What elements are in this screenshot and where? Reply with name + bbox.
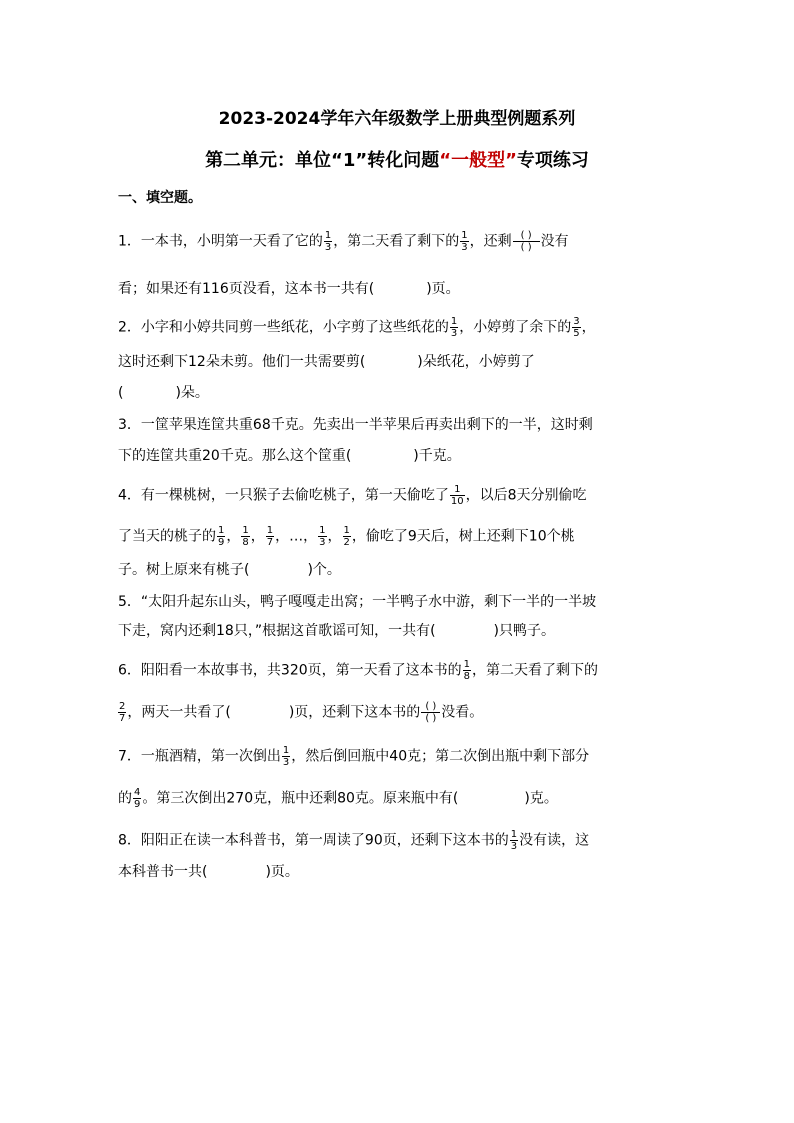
question-text: 。第三次倒出270克，瓶中还剩80克。原来瓶中有(: [142, 790, 459, 807]
question-text: 看；如果还有116页没看，这本书一共有(: [118, 281, 375, 297]
answer-fraction-blank[interactable]: ( ) ( ): [513, 230, 540, 253]
question-text: 4．有一棵桃树，一只猴子去偷吃桃子，第一天偷吃了: [118, 487, 449, 504]
fraction: $\frac{1}{3}$: [450, 316, 458, 339]
question-text: )页，还剩下这本书的: [288, 704, 421, 721]
question-8-line-1: [118, 829, 589, 852]
question-text: 8．阳阳正在读一本科普书，第一周读了90页，还剩下这本书的: [118, 832, 509, 849]
fraction: $\frac{1}{7}$: [266, 525, 274, 548]
fraction: $\frac{1}{9}$: [218, 525, 225, 548]
section-heading: 一、填空题。: [118, 190, 202, 206]
question-5-line-2: [118, 621, 555, 641]
fraction: $\frac{1}{3}$: [461, 230, 468, 253]
question-text: ，: [581, 319, 596, 336]
fraction: $\frac{1}{3}$: [510, 829, 518, 852]
question-5-line-1: [118, 592, 596, 612]
question-text: )只鸭子。: [493, 623, 555, 639]
question-4-line-3: [118, 560, 341, 580]
fraction: $\frac{1}{8}$: [242, 525, 249, 548]
question-text: ，小婷剪了余下的: [459, 319, 572, 336]
fraction: $\frac{1}{10}$: [450, 484, 464, 507]
question-text: )页。: [265, 864, 299, 880]
question-text: ，第二天看了剩下的: [472, 662, 599, 679]
question-text: )克。: [524, 790, 558, 807]
question-text: 没有: [540, 233, 569, 250]
question-text: )千克。: [413, 448, 461, 464]
question-2-line-1: [118, 316, 596, 339]
question-text: 本科普书一共(: [118, 864, 208, 880]
fraction: $\frac{1}{3}$: [324, 230, 332, 253]
question-2-line-2: [118, 352, 535, 372]
question-text: (: [118, 385, 124, 401]
question-text: )页。: [426, 281, 460, 297]
fraction: $\frac{2}{7}$: [119, 701, 126, 724]
fraction: $\frac{1}{3}$: [282, 745, 290, 768]
subtitle-text: 第二单元：单位“1”转化问题: [205, 150, 440, 171]
answer-fraction-blank[interactable]: ( ) ( ): [421, 701, 440, 724]
question-text: )个。: [307, 562, 341, 578]
question-text: )朵。: [175, 385, 209, 401]
question-text: 了当天的桃子的: [118, 528, 216, 545]
question-7-line-1: [118, 745, 589, 768]
question-7-line-2: [118, 787, 558, 810]
question-text: ，还剩: [469, 233, 512, 250]
question-3-line-2: [118, 446, 461, 466]
question-4-line-1: [118, 484, 587, 507]
question-text: 1．一本书，小明第一天看了它的: [118, 233, 323, 250]
question-6-line-2: [118, 701, 483, 724]
question-3-line-1: [118, 415, 593, 435]
question-text: 7．一瓶酒精，第一次倒出: [118, 748, 281, 765]
question-text: 没有读，这: [519, 832, 590, 849]
question-1-line-2: [118, 279, 460, 299]
question-text: 下走，窝内还剩18只，”根据这首歌谣可知，一共有(: [118, 623, 436, 639]
question-8-line-2: [118, 862, 299, 882]
question-text: 2．小字和小婷共同剪一些纸花，小字剪了这些纸花的: [118, 319, 449, 336]
question-2-line-3: [118, 383, 209, 403]
page-subtitle: [0, 146, 794, 172]
fraction: $\frac{1}{8}$: [463, 659, 471, 682]
subtitle-suffix: 专项练习: [516, 150, 589, 171]
question-text: ，第二天看了剩下的: [333, 233, 460, 250]
question-text: 的: [118, 790, 132, 807]
question-text: ，两天一共看了(: [127, 704, 231, 721]
question-text: 5．“太阳升起东山头，鸭子嘎嘎走出窝；一半鸭子水中游，剩下一半的一半坡: [118, 594, 597, 610]
subtitle-highlight: “一般型”: [439, 150, 517, 171]
question-text: ，偷吃了9天后，树上还剩下10个桃: [351, 528, 575, 545]
question-text: 下的连筐共重20千克。那么这个筐重(: [118, 448, 352, 464]
question-text: )朵纸花，小婷剪了: [417, 354, 535, 370]
question-text: 子。树上原来有桃子(: [118, 562, 250, 578]
fraction: $\frac{4}{9}$: [134, 787, 141, 810]
question-text: 这时还剩下12朵未剪。他们一共需要剪(: [118, 354, 366, 370]
question-text: 没看。: [441, 704, 484, 721]
fraction: $\frac{3}{5}$: [573, 316, 580, 339]
ellipsis: …: [289, 528, 304, 545]
question-text: ，以后8天分别偷吃: [465, 487, 587, 504]
fraction: $\frac{1}{2}$: [343, 525, 350, 548]
question-6-line-1: [118, 659, 598, 682]
page-title: 2023-2024学年六年级数学上册典型例题系列: [218, 109, 576, 129]
fraction: $\frac{1}{3}$: [319, 525, 326, 548]
question-text: 6．阳阳看一本故事书，共320页，第一天看了这本书的: [118, 662, 462, 679]
question-text: ，然后倒回瓶中40克；第二次倒出瓶中剩下部分: [291, 748, 590, 765]
question-text: 3．一筐苹果连筐共重68千克。先卖出一半苹果后再卖出剩下的一半，这时剩: [118, 417, 593, 433]
question-1-line-1: [118, 230, 569, 253]
question-4-line-2: 了当天的桃子的 $\frac{1}{9}$ ， $\frac{1}{8}$ ， $\frac{1}{7}$ ，…， $\frac{1}{3}$ ， $\frac{1}{2}$ ，偷吃了9天后，树上还剩下10个桃: [118, 525, 575, 548]
